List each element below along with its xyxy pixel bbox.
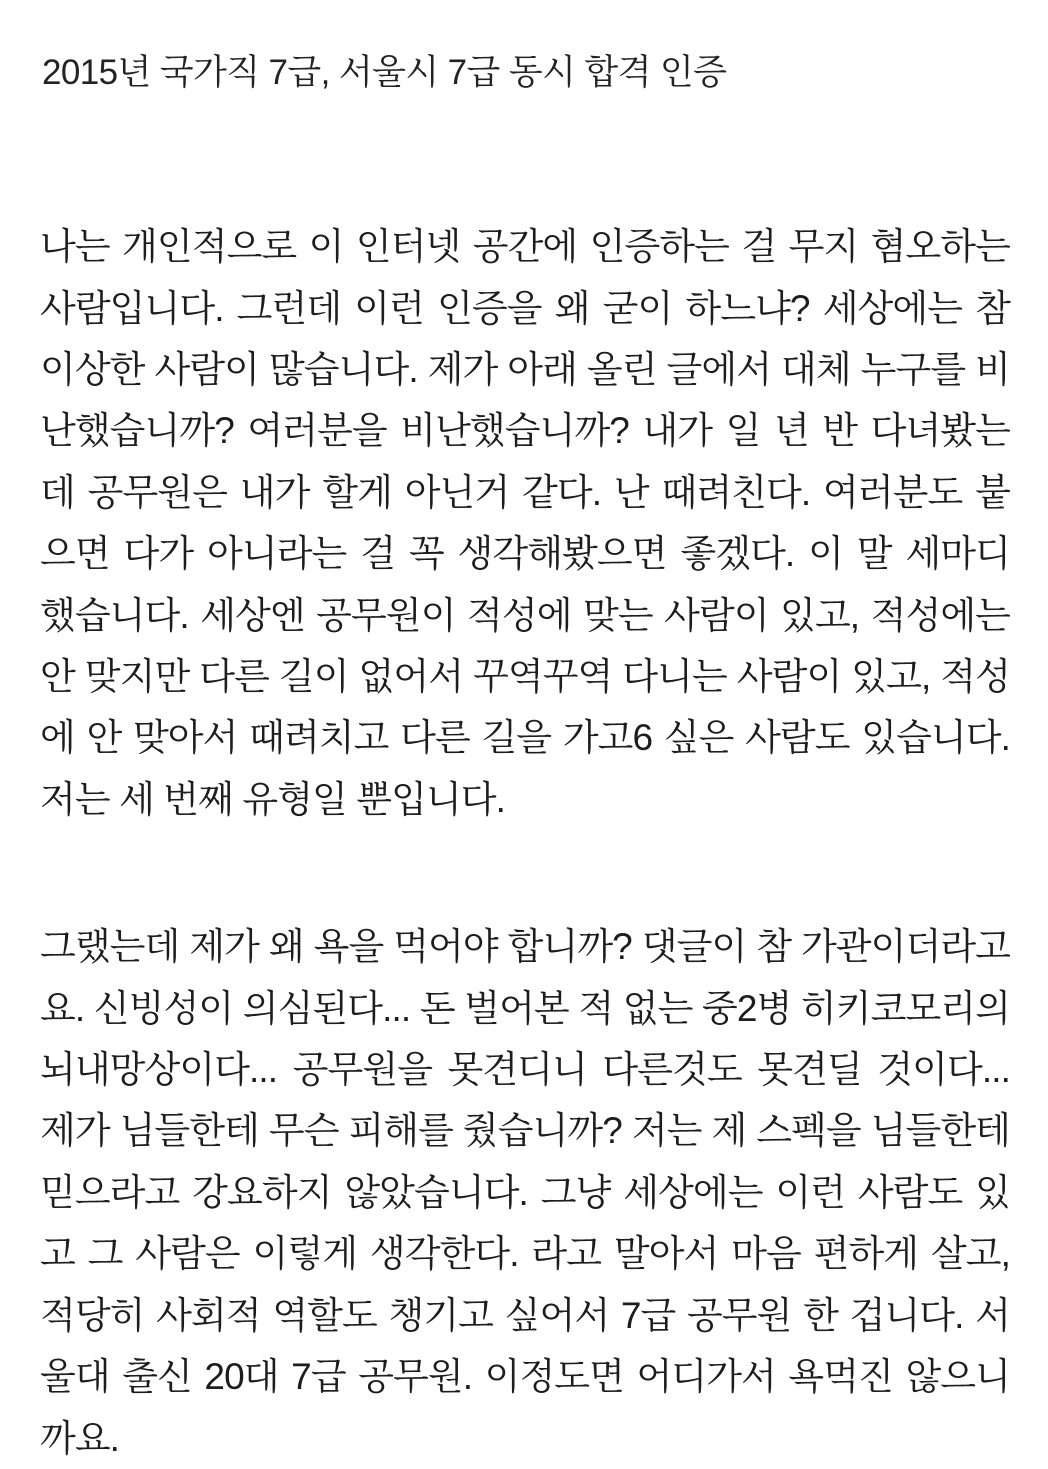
- body-paragraph-2: 그랬는데 제가 왜 욕을 먹어야 합니까? 댓글이 참 가관이더라고요. 신빙성이 의심된다... 돈 벌어본 적 없는 중2병 히키코모리의 뇌내망상이다... 공무원을 못견디니 다른것도 못견딜 것이다... 제가 님들한테 무슨 피해를 줬습니까? 저는 제 스펙을 님들한테 믿으라고 강요하지 않았습니다. 그냥 세상에는 이런 사람도 있고 그 사람은 이렇게 생각한다. 라고 말아서 마음 편하게 살고, 적당히 사회적 역할도 챙기고 싶어서 7급 공무원 한 겁니다. 서울대 출신 20대 7급 공무원. 이정도면 어디가서 욕먹진 않으니까요.: [40, 926, 1010, 1459]
- page-title: 2015년 국가직 7급, 서울시 7급 동시 합격 인증: [42, 53, 727, 92]
- body-paragraph-1: 나는 개인적으로 이 인터넷 공간에 인증하는 걸 무지 혐오하는 사람입니다. 그런데 이런 인증을 왜 굳이 하느냐? 세상에는 참 이상한 사람이 많습니다. 제가 아래 올린 글에서 대체 누구를 비난했습니까? 여러분을 비난했습니까? 내가 일 년 반 다녀봤는데 공무원은 내가 할게 아닌거 같다. 난 때려친다. 여러분도 붙으면 다가 아니라는 걸 꼭 생각해봤으면 좋겠다. 이 말 세마디 했습니다. 세상엔 공무원이 적성에 맞는 사람이 있고, 적성에는 안 맞지만 다른 길이 없어서 꾸역꾸역 다니는 사람이 있고, 적성에 안 맞아서 때려치고 다른 길을 가고6 싶은 사람도 있습니다. 저는 세 번째 유형일 뿐입니다.: [40, 226, 1010, 820]
